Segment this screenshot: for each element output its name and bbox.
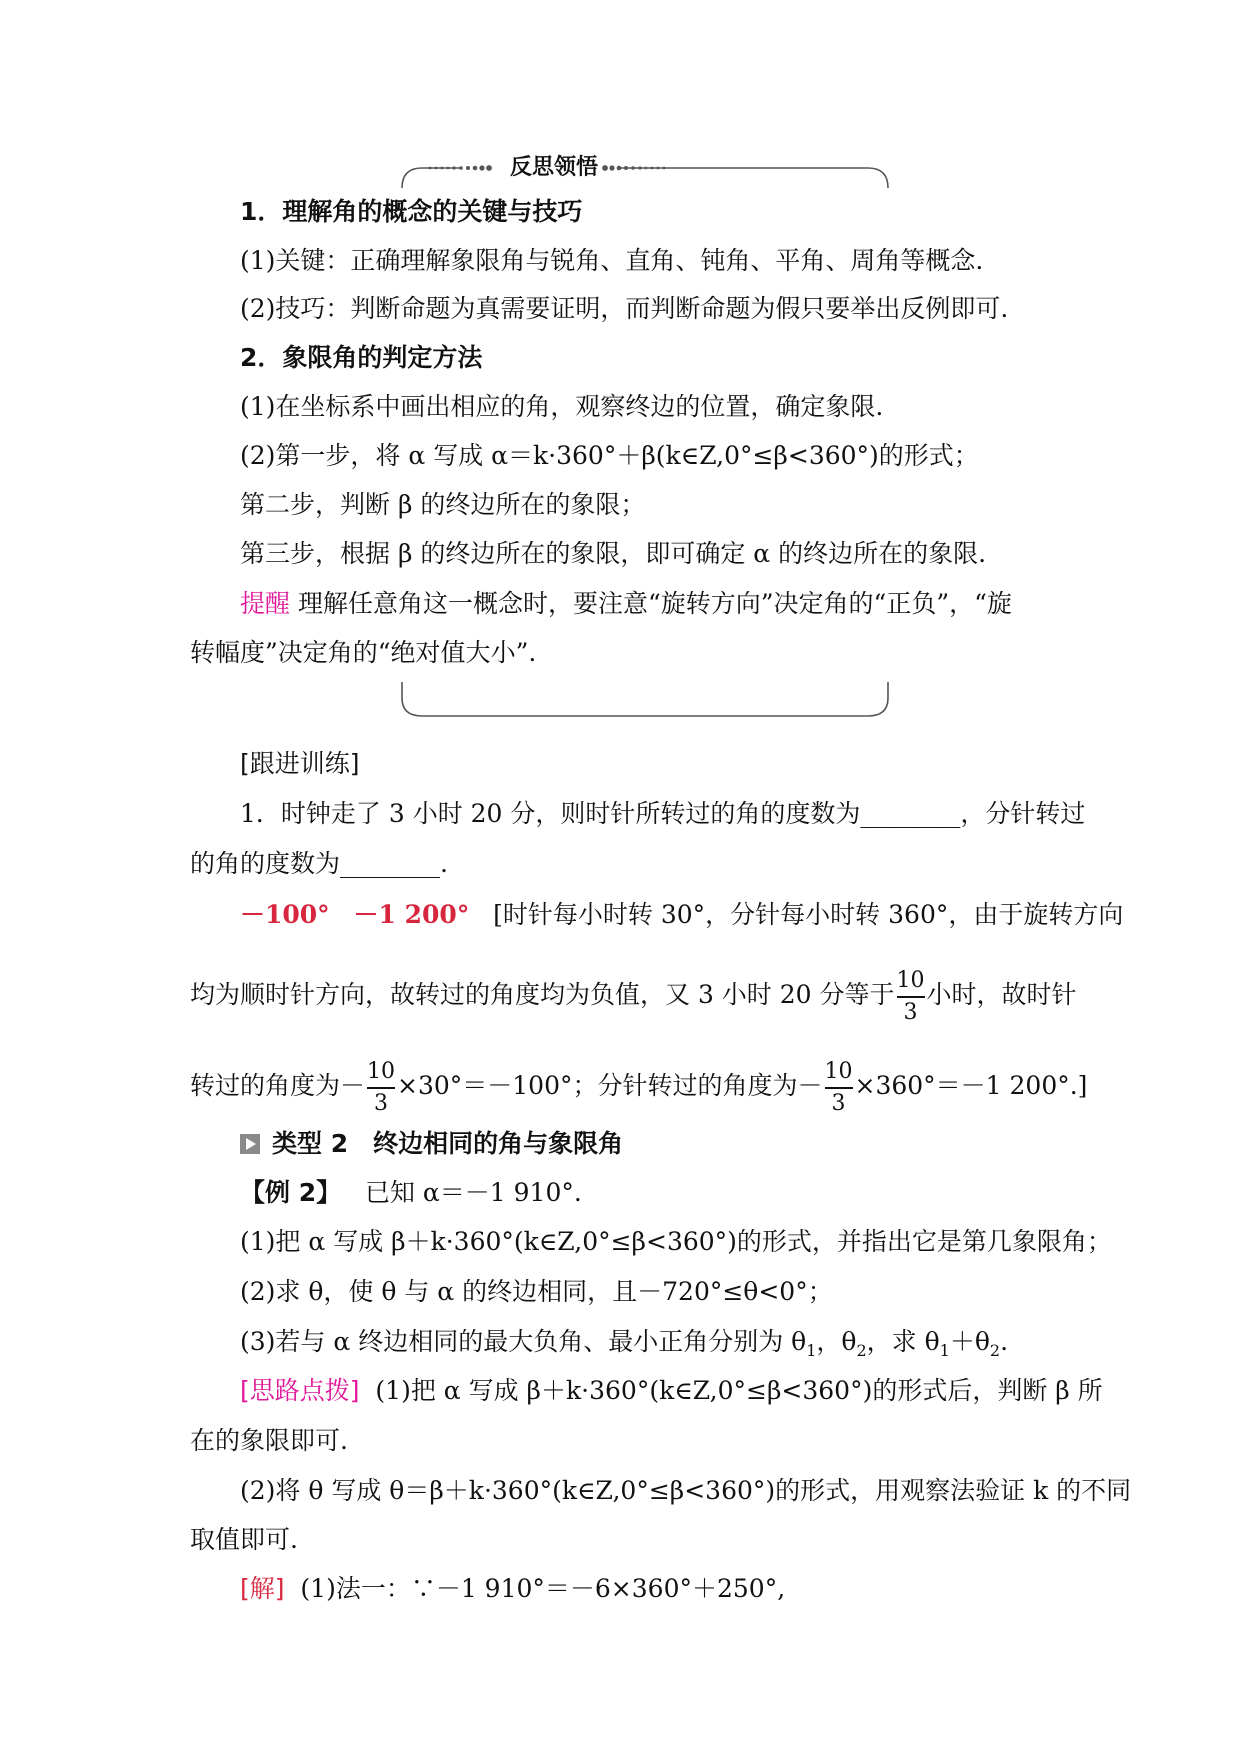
fraction-numerator: 10 xyxy=(897,970,925,998)
explanation-line2-text: 均为顺时针方向，故转过的角度均为负值，又 3 小时 20 分等于 xyxy=(190,980,895,1009)
hint-line4: 取值即可. xyxy=(190,1525,298,1554)
example-text: 已知 α＝－1 910°. xyxy=(364,1178,582,1207)
reflection-item2-line4: 第三步，根据 β 的终边所在的象限，即可确定 α 的终边所在的象限. xyxy=(240,539,987,568)
fraction-denominator: 3 xyxy=(903,999,918,1025)
hint-line3: (2)将 θ 写成 θ＝β＋k·360°(k∈Z,0°≤β<360°)的形式，用观察法验证 k 的不同 xyxy=(240,1476,1132,1505)
reflection-item2-line1: (1)在坐标系中画出相应的角，观察终边的位置，确定象限. xyxy=(240,392,884,421)
practice-header: [跟进训练] xyxy=(240,749,360,778)
fraction-10-3 xyxy=(896,967,925,1025)
subscript-1: 1 xyxy=(939,1341,950,1360)
reflection-item1-line2: (2)技巧：判断命题为真需要证明，而判断命题为假只要举出反例即可. xyxy=(240,294,1009,323)
example-label: 【例 2】 xyxy=(240,1178,342,1207)
hint-text-1: (1)把 α 写成 β＋k·360°(k∈Z,0°≤β<360°)的形式后，判断 β 所 xyxy=(375,1376,1103,1405)
subscript-1: 1 xyxy=(806,1341,817,1360)
practice-answer-line xyxy=(240,898,1124,932)
fraction-10-3-b xyxy=(367,1058,396,1116)
fraction-10-3-c xyxy=(824,1058,853,1116)
fraction-numerator: 10 xyxy=(825,1061,853,1089)
play-triangle-icon xyxy=(240,1134,260,1154)
q3-part-d: ＋θ xyxy=(949,1327,990,1356)
example2-q1: (1)把 α 写成 β＋k·360°(k∈Z,0°≤β<360°)的形式，并指出它是第几象限角； xyxy=(240,1227,1112,1256)
solution-line xyxy=(240,1572,1060,1606)
solution-text: (1)法一：∵－1 910°＝－6×360°＋250°, xyxy=(300,1574,786,1603)
type2-heading xyxy=(240,1127,1060,1161)
reflection-item1-line1: (1)关键：正确理解象限角与锐角、直角、钝角、平角、周角等概念. xyxy=(240,246,984,275)
hint-label: [思路点拨] xyxy=(240,1376,360,1405)
hint-line1 xyxy=(240,1374,1103,1408)
explanation-line2 xyxy=(190,955,1077,1035)
explanation-line1: [时针每小时转 30°，分针每小时转 360°，由于旋转方向 xyxy=(493,900,1124,929)
reflection-item2-line2: (2)第一步，将 α 写成 α＝k·360°＋β(k∈Z,0°≤β<360°)的形式； xyxy=(240,441,979,470)
reflection-remind-line1 xyxy=(240,587,1060,621)
example2-q2: (2)求 θ，使 θ 与 α 的终边相同，且－720°≤θ<0°； xyxy=(240,1277,833,1306)
example2-line xyxy=(240,1176,1060,1210)
answer-1: －100° xyxy=(240,900,330,929)
explanation-line3-c: ×360°＝－1 200°.] xyxy=(854,1071,1088,1100)
fraction-numerator: 10 xyxy=(367,1061,395,1089)
q3-part-a: (3)若与 α 终边相同的最大负角、最小正角分别为 θ xyxy=(240,1327,807,1356)
hint-line2: 在的象限即可. xyxy=(190,1426,348,1455)
practice-q1-line1: 1．时钟走了 3 小时 20 分，则时针所转过的角的度数为________，分针转过 xyxy=(240,799,1086,828)
subscript-2: 2 xyxy=(989,1341,1001,1360)
reflection-box-bottom-frame xyxy=(400,680,890,720)
reflection-item1-title: 1．理解角的概念的关键与技巧 xyxy=(240,197,583,226)
reflection-item2-line3: 第二步，判断 β 的终边所在的象限； xyxy=(240,490,646,519)
reflection-box-top-frame xyxy=(400,160,890,190)
remind-label: 提醒 xyxy=(240,589,291,618)
fraction-denominator: 3 xyxy=(374,1090,389,1116)
practice-q1-line2: 的角的度数为________. xyxy=(190,849,448,878)
explanation-line3-a: 转过的角度为－ xyxy=(190,1071,366,1100)
q3-part-c: ，求 θ xyxy=(866,1327,940,1356)
solution-label: [解] xyxy=(240,1574,285,1603)
explanation-line2-tail: 小时，故时针 xyxy=(926,980,1077,1009)
answer-2: －1 200° xyxy=(353,900,470,929)
type2-heading-text: 类型 2 终边相同的角与象限角 xyxy=(272,1129,624,1158)
reflection-item2-title: 2．象限角的判定方法 xyxy=(240,343,483,372)
reflection-box-title: 反思领悟 xyxy=(510,155,599,180)
fraction-denominator: 3 xyxy=(831,1090,846,1116)
remind-text: 理解任意角这一概念时，要注意“旋转方向”决定角的“正负”，“旋 xyxy=(297,589,1012,618)
explanation-line3 xyxy=(190,1046,1088,1126)
q3-part-e: . xyxy=(1000,1327,1009,1356)
reflection-remind-line2: 转幅度”决定角的“绝对值大小”. xyxy=(190,638,537,667)
explanation-line3-b: ×30°＝－100°；分针转过的角度为－ xyxy=(397,1071,823,1100)
example2-q3 xyxy=(240,1325,1060,1368)
q3-part-b: ，θ xyxy=(816,1327,857,1356)
subscript-2: 2 xyxy=(856,1341,867,1360)
